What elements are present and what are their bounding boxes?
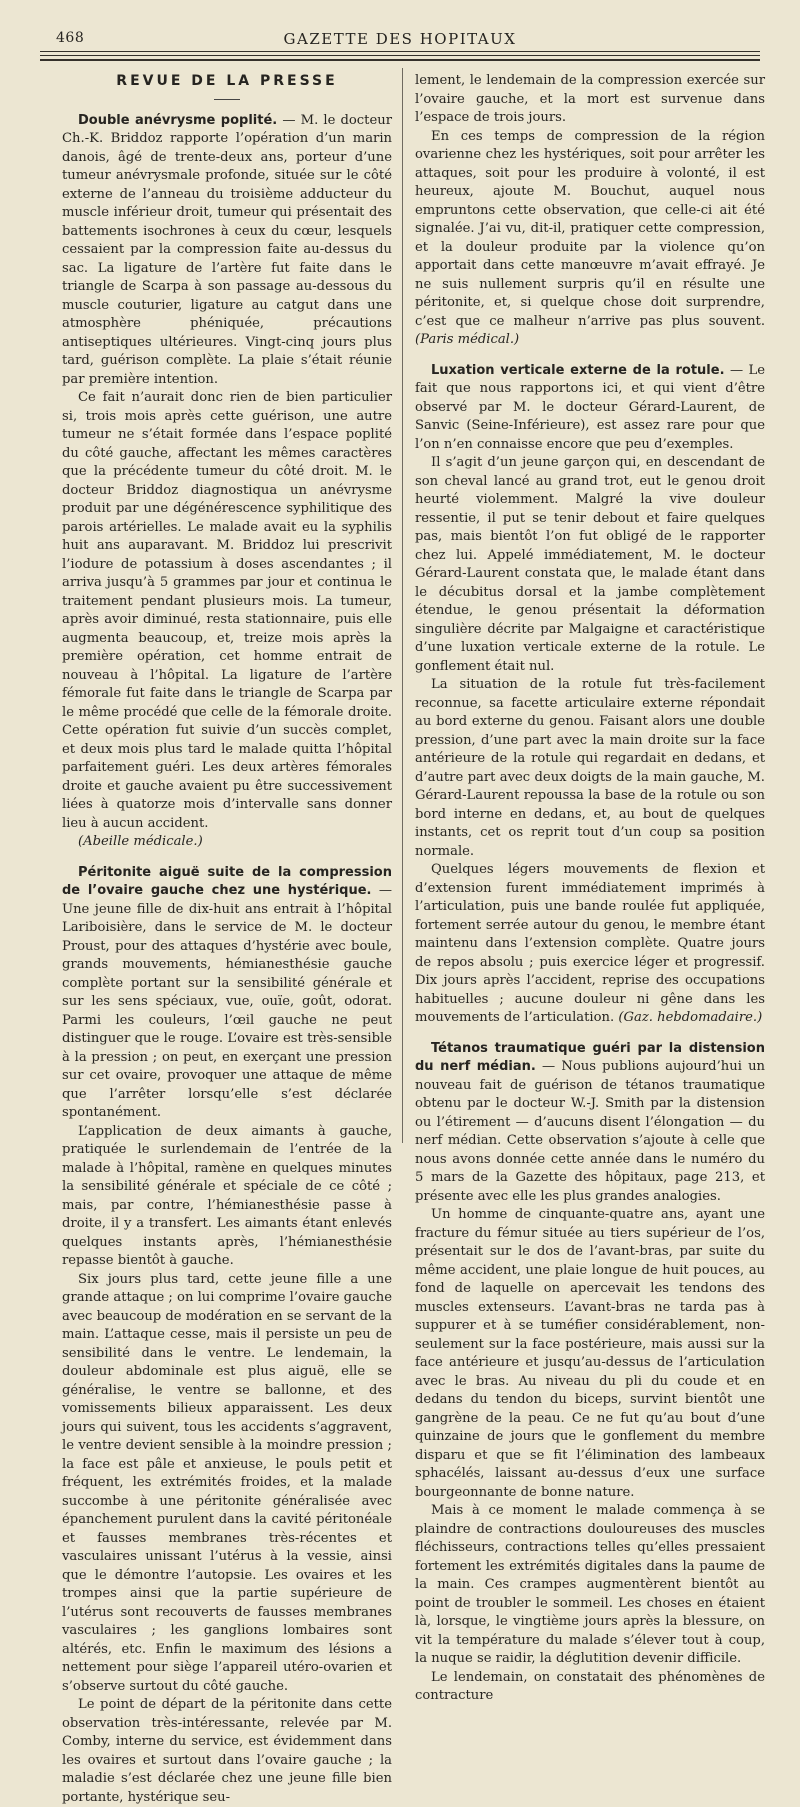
section-rule bbox=[214, 99, 240, 100]
article-paragraph: Mais à ce moment le malade commença à se plaindre de contractions douloureuses des muscles fléchisseurs, contractions telles qu’elles pressaient fortement les extrémités digitales dans la paume de la main. Ces crampes augmentèrent bientôt au point de troubler le sommeil. Les choses en étaient là, lorsque, le vingtième jours après la blessure, on vit la température du malade s’élever tout à coup, la nuque se raidir, la déglutition devenir difficile. bbox=[415, 1503, 765, 1666]
article-source: (Abeille médicale.) bbox=[78, 834, 203, 849]
article-paragraph: Il s’agit d’un jeune garçon qui, en descendant de son cheval lancé au grand trot, eut le genou droit heurté violemment. Malgré la vive douleur ressentie, il put se tenir debout et faire quelques pas, mais bientôt l’on fut obligé de le rapporter chez lui. Appelé immédiatement, M. le docteur Gérard-Laurent constata que, le malade étant dans le décubitus dorsal et la jambe complètement étendue, le genou présentait la déformation singulière décrite par Malgaigne et caractéristique d’une luxation verticale externe de la rotule. Le gonflement était nul. bbox=[415, 455, 765, 674]
article-text: — Le fait que nous rapportons ici, et qui vient d’être observé par M. le docteur Gérard-Laurent, de Sanvic (Seine-Inférieure), est assez rare pour que l’on n’en connaisse encore que peu d’exemples. bbox=[415, 362, 765, 452]
column-divider bbox=[402, 68, 403, 1143]
article-paragraph bbox=[62, 112, 392, 390]
article-paragraph: lement, le lendemain de la compression exercée sur l’ovaire gauche, et la mort est survenue dans l’espace de trois jours. bbox=[415, 73, 765, 125]
article-source: (Gaz. hebdomadaire.) bbox=[618, 1010, 763, 1025]
article-paragraph bbox=[62, 864, 392, 1123]
article-paragraph bbox=[415, 362, 765, 455]
article-paragraph bbox=[415, 128, 765, 350]
article-title: Luxation verticale externe de la rotule. bbox=[431, 362, 725, 378]
article-paragraph: Ce fait n’aurait donc rien de bien particulier si, trois mois après cette guérison, une autre tumeur ne s’était formée dans l’espace poplité du côté gauche, affectant les mêmes caractères que la précédente tumeur du côté droit. M. le docteur Briddoz diagnostiqua un anévrysme produit par une dégénérescence syphilitique des parois artérielles. Le malade avait eu la syphilis huit ans auparavant. M. Briddoz lui prescrivit l’iodure de potassium à doses ascendantes ; il arriva jusqu’à 5 grammes par jour et continua le traitement pendant plusieurs mois. La tumeur, après avoir diminué, resta stationnaire, puis elle augmenta beaucoup, et, treize mois après la première opération, cet homme entrait de nouveau à l’hôpital. La ligature de l’artère fémorale fut faite dans le triangle de Scarpa par le même procédé que celle de la fémorale droite. Cette opération fut suivie d’un succès complet, et deux mois plus tard le malade quitta l’hôpital parfaitement guéri. Les deux artères fémorales droite et gauche avaient pu être successivement liées à quatorze mois d’intervalle sans donner lieu à aucun accident. bbox=[62, 390, 392, 831]
article-text: Quelques légers mouvements de flexion et d’extension furent immédiatement imprimés à l’articulation, puis une bande roulée fut appliquée, fortement serrée autour du genou, le membre étant maintenu dans l’extension complète. Quatre jours de repos absolu ; puis exercice léger et progressif. Dix jours après l’accident, reprise des occupations habituelles ; aucune douleur ni gêne dans les mouvements de l’articulation. bbox=[415, 862, 765, 1025]
header-rule bbox=[40, 51, 760, 52]
article-paragraph: Le point de départ de la péritonite dans cette observation très-intéressante, relevée par M. Comby, interne du service, est évidemment dans les ovaires et surtout dans l’ovaire gauche ; la maladie s’est déclarée chez une jeune fille bien portante, hystérique seu- bbox=[62, 1697, 392, 1805]
article-paragraph: Le lendemain, on constatait des phénomènes de contracture bbox=[415, 1669, 765, 1703]
article-paragraph: Six jours plus tard, cette jeune fille a une grande attaque ; on lui comprime l’ovaire gauche avec beaucoup de modération en se servant de la main. L’attaque cesse, mais il persiste un peu de sensibilité dans le ventre. Le lendemain, la douleur abdominale est plus aiguë, elle se généralise, le ventre se ballonne, et des vomissements bilieux apparaissent. Les deux jours qui suivent, tous les accidents s’aggravent, le ventre devient sensible à la moindre pression ; la face est pâle et anxieuse, le pouls petit et fréquent, les extrémités froides, et la malade succombe à une péritonite généralisée avec épanchement purulent dans la cavité péritonéale et fausses membranes très-récentes et vasculaires unissant l’utérus à la vessie, ainsi que le démontre l’autopsie. Les ovaires et les trompes ainsi que la partie supérieure de l’utérus sont recouverts de fausses membranes vasculaires ; les ganglions lombaires sont altérés, etc. Enfin le maximum des lésions a nettement pour siège l’appareil utéro-ovarien et s’observe surtout du côté gauche. bbox=[62, 1271, 392, 1694]
header-rule bbox=[40, 59, 760, 61]
article-text: — Nous publions aujourd’hui un nouveau fait de guérison de tétanos traumatique obtenu par le docteur W.-J. Smith par la distension ou l’étirement — d’aucuns disent l’élongation — du nerf médian. Cette observation s’ajoute à celle que nous avons donnée cette année dans le numéro du 5 mars de la Gazette des hôpitaux, page 213, et présente avec elle les plus grandes analogies. bbox=[415, 1059, 766, 1204]
article-title: Péritonite aiguë suite de la compression de l’ovaire gauche chez une hystérique. bbox=[62, 864, 392, 898]
left-column bbox=[62, 72, 392, 1807]
article-paragraph bbox=[415, 1040, 765, 1207]
article-text: — M. le docteur Ch.-K. Briddoz rapporte l’opération d’un marin danois, âgé de trente-deux ans, porteur d’une tumeur anévrysmale profonde, située sur le côté externe de l’anneau du troisième adducteur du muscle inférieur droit, tumeur qui présentait des battements isochrones à ceux du cœur, lesquels cessaient par la compression faite au-dessus du sac. La ligature de l’artère fut faite dans le triangle de Scarpa à son passage au-dessous du muscle couturier, ligature au catgut dans une atmosphère phéniquée, précautions antiseptiques ultérieures. Vingt-cinq jours plus tard, guérison complète. La plaie s’était réunie par première intention. bbox=[62, 112, 392, 387]
journal-title: GAZETTE DES HOPITAUX bbox=[283, 30, 517, 48]
article-text: — Une jeune fille de dix-huit ans entrait à l’hôpital Lariboisière, dans le service de M. le docteur Proust, pour des attaques d’hystérie avec boule, grands mouvements, hémianesthésie gauche complète portant sur la sensibilité générale et sur les sens spéciaux, vue, ouïe, goût, odorat. Parmi les couleurs, l’œil gauche ne peut distinguer que le rouge. L’ovaire est très-sensible à la pression ; on peut, en exerçant une pression sur cet ovaire, provoquer une attaque de même que l’arrêter lorsqu’elle s’est déclarée spontanément. bbox=[62, 883, 392, 1120]
section-title: REVUE DE LA PRESSE bbox=[116, 73, 338, 89]
article-paragraph: Un homme de cinquante-quatre ans, ayant une fracture du fémur située au tiers supérieur de l’os, présentait sur le dos de l’avant-bras, par suite du même accident, une plaie longue de huit pouces, au fond de laquelle on apercevait les tendons des muscles extenseurs. L’avant-bras ne tarda pas à suppurer et à se tuméfier considérablement, non-seulement sur la face postérieure, mais aussi sur la face antérieure et jusqu’au-dessus de l’articulation avec le bras. Au niveau du pli du coude et en dedans du tendon du biceps, survint bientôt une gangrène de la peau. Ce ne fut qu’au bout d’une quinzaine de jours que le gonflement du membre disparu et que se fit l’élimination des lambeaux sphacélés, laissant au-dessus d’eux une surface bourgeonnante de bonne nature. bbox=[415, 1207, 765, 1500]
article-title: Double anévrysme poplité. bbox=[78, 112, 278, 128]
article-title: Tétanos traumatique guéri par la distension du nerf médian. bbox=[415, 1040, 765, 1074]
article-paragraph: L’application de deux aimants à gauche, pratiquée le surlendemain de l’entrée de la malade à l’hôpital, ramène en quelques minutes la sensibilité générale et spéciale de ce côté ; mais, par contre, l’hémianesthésie passe à droite, il y a transfert. Les aimants étant enlevés quelques instants après, l’hémianesthésie repasse bientôt à gauche. bbox=[62, 1123, 392, 1268]
article-text: En ces temps de compression de la région ovarienne chez les hystériques, soit pour arrêter les attaques, soit pour les produire à volonté, il est heureux, ajoute M. Bouchut, auquel nous empruntons cette observation, que celle-ci ait été signalée. J’ai vu, dit-il, pratiquer cette compression, et la douleur produite par la violence qu’on apportait dans cette manœuvre m’avait effrayé. Je ne suis nullement surpris qu’il en résulte une péritonite, et, si quelque chose doit surprendre, c’est que ce malheur n’arrive pas plus souvent. bbox=[415, 128, 765, 329]
article-source: (Paris médical.) bbox=[415, 332, 520, 347]
article-paragraph: La situation de la rotule fut très-facilement reconnue, sa facette articulaire externe répondait au bord externe du genou. Faisant alors une double pression, d’une part avec la main droite sur la face antérieure de la rotule qui regardait en dedans, et d’autre part avec deux doigts de la main gauche, M. Gérard-Laurent repoussa la base de la rotule ou son bord interne en dedans, et, au bout de quelques instants, cet os reprit tout d’un coup sa position normale. bbox=[415, 677, 765, 859]
article-paragraph bbox=[415, 861, 765, 1028]
header-rule bbox=[40, 55, 760, 56]
right-column bbox=[415, 72, 765, 1706]
page-number: 468 bbox=[56, 30, 85, 46]
